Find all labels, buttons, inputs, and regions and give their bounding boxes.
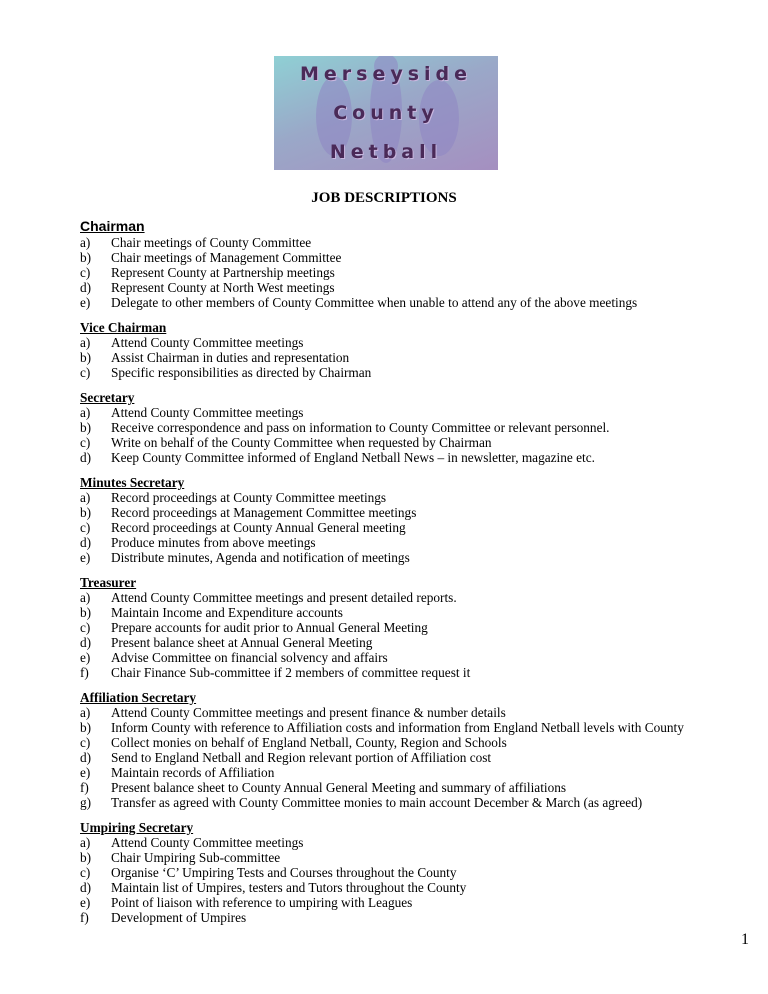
item-text: Development of Umpires xyxy=(111,910,247,925)
item-marker: d) xyxy=(80,750,92,765)
item-text: Chair meetings of County Committee xyxy=(111,235,312,250)
merseyside-county-netball-logo xyxy=(274,56,498,170)
item-text: Receive correspondence and pass on information to County Committee or relevant personnel. xyxy=(111,420,610,435)
item-text: Keep County Committee informed of England Netball News – in newsletter, magazine etc. xyxy=(111,450,595,465)
item-marker: a) xyxy=(80,335,91,350)
item-marker: a) xyxy=(80,705,91,720)
list-item xyxy=(80,250,720,265)
item-marker: e) xyxy=(80,295,91,310)
item-marker: d) xyxy=(80,280,92,295)
item-text: Attend County Committee meetings xyxy=(111,835,304,850)
section-heading: Vice Chairman xyxy=(80,320,167,335)
list-item xyxy=(80,795,720,810)
list-item xyxy=(80,520,720,535)
item-marker: d) xyxy=(80,450,92,465)
list-item xyxy=(80,620,720,635)
item-marker: c) xyxy=(80,265,91,280)
item-marker: g) xyxy=(80,795,92,810)
list-item xyxy=(80,880,720,895)
item-marker: b) xyxy=(80,350,92,365)
item-text: Produce minutes from above meetings xyxy=(111,535,316,550)
list-item xyxy=(80,365,720,380)
item-text: Advise Committee on financial solvency and affairs xyxy=(111,650,388,665)
list-item xyxy=(80,280,720,295)
list-item xyxy=(80,435,720,450)
list-item xyxy=(80,420,720,435)
list-item xyxy=(80,750,720,765)
logo-line-3: Netball xyxy=(329,141,443,163)
section-secretary xyxy=(80,390,720,465)
list-item xyxy=(80,780,720,795)
list-item xyxy=(80,865,720,880)
logo-line-1: Merseyside xyxy=(299,63,473,85)
item-text: Write on behalf of the County Committee when requested by Chairman xyxy=(111,435,492,450)
item-marker: b) xyxy=(80,605,92,620)
item-text: Specific responsibilities as directed by Chairman xyxy=(111,365,372,380)
list-item xyxy=(80,350,720,365)
job-descriptions-list xyxy=(80,218,720,925)
item-text: Transfer as agreed with County Committee monies to main account December & March (as agreed) xyxy=(111,795,643,810)
item-text: Prepare accounts for audit prior to Annual General Meeting xyxy=(111,620,428,635)
item-text: Attend County Committee meetings and present finance & number details xyxy=(111,705,506,720)
item-text: Record proceedings at County Committee meetings xyxy=(111,490,387,505)
item-marker: c) xyxy=(80,520,91,535)
section-vice-chairman xyxy=(80,320,720,380)
list-item xyxy=(80,910,720,925)
section-umpiring-secretary xyxy=(80,820,720,925)
item-text: Delegate to other members of County Committee when unable to attend any of the above meetings xyxy=(111,295,638,310)
item-marker: c) xyxy=(80,365,91,380)
item-marker: b) xyxy=(80,720,92,735)
item-marker: f) xyxy=(80,780,89,795)
section-heading: Minutes Secretary xyxy=(80,475,185,490)
item-marker: e) xyxy=(80,550,91,565)
item-marker: b) xyxy=(80,850,92,865)
item-marker: a) xyxy=(80,235,91,250)
item-text: Attend County Committee meetings and present detailed reports. xyxy=(111,590,457,605)
item-text: Present balance sheet at Annual General Meeting xyxy=(111,635,373,650)
item-marker: b) xyxy=(80,420,92,435)
list-item xyxy=(80,505,720,520)
list-item xyxy=(80,590,720,605)
list-item xyxy=(80,650,720,665)
item-text: Maintain list of Umpires, testers and Tutors throughout the County xyxy=(111,880,467,895)
list-item xyxy=(80,265,720,280)
item-text: Present balance sheet to County Annual General Meeting and summary of affiliations xyxy=(111,780,567,795)
item-text: Distribute minutes, Agenda and notification of meetings xyxy=(111,550,410,565)
item-text: Assist Chairman in duties and representation xyxy=(111,350,350,365)
item-marker: a) xyxy=(80,835,91,850)
item-marker: e) xyxy=(80,895,91,910)
item-marker: c) xyxy=(80,435,91,450)
item-marker: b) xyxy=(80,250,92,265)
page-title: JOB DESCRIPTIONS xyxy=(311,190,457,206)
section-heading: Treasurer xyxy=(80,575,137,590)
list-item xyxy=(80,635,720,650)
item-marker: d) xyxy=(80,635,92,650)
item-marker: a) xyxy=(80,490,91,505)
logo-line-2: County xyxy=(333,102,439,124)
section-heading: Chairman xyxy=(80,218,145,234)
item-text: Maintain records of Affiliation xyxy=(111,765,275,780)
page-number: 1 xyxy=(741,931,749,948)
item-marker: e) xyxy=(80,650,91,665)
item-marker: d) xyxy=(80,880,92,895)
item-marker: c) xyxy=(80,735,91,750)
item-marker: a) xyxy=(80,405,91,420)
list-item xyxy=(80,665,720,680)
section-heading: Secretary xyxy=(80,390,135,405)
list-item xyxy=(80,605,720,620)
section-chairman xyxy=(80,218,720,310)
item-text: Chair meetings of Management Committee xyxy=(111,250,342,265)
section-affiliation-secretary xyxy=(80,690,720,810)
list-item xyxy=(80,235,720,250)
section-treasurer xyxy=(80,575,720,680)
item-marker: a) xyxy=(80,590,91,605)
item-marker: f) xyxy=(80,910,89,925)
item-text: Attend County Committee meetings xyxy=(111,335,304,350)
item-text: Organise ‘C’ Umpiring Tests and Courses throughout the County xyxy=(111,865,457,880)
section-heading: Affiliation Secretary xyxy=(80,690,197,705)
list-item xyxy=(80,535,720,550)
item-marker: c) xyxy=(80,865,91,880)
list-item xyxy=(80,765,720,780)
list-item xyxy=(80,405,720,420)
list-item xyxy=(80,490,720,505)
item-text: Collect monies on behalf of England Netball, County, Region and Schools xyxy=(111,735,507,750)
list-item xyxy=(80,335,720,350)
section-heading: Umpiring Secretary xyxy=(80,820,194,835)
item-text: Represent County at Partnership meetings xyxy=(111,265,335,280)
list-item xyxy=(80,550,720,565)
item-text: Inform County with reference to Affiliation costs and information from England Netball levels with County xyxy=(111,720,684,735)
item-text: Point of liaison with reference to umpiring with Leagues xyxy=(111,895,413,910)
list-item xyxy=(80,705,720,720)
section-minutes-secretary xyxy=(80,475,720,565)
item-text: Attend County Committee meetings xyxy=(111,405,304,420)
item-text: Send to England Netball and Region relevant portion of Affiliation cost xyxy=(111,750,492,765)
item-text: Represent County at North West meetings xyxy=(111,280,335,295)
item-text: Maintain Income and Expenditure accounts xyxy=(111,605,343,620)
item-marker: e) xyxy=(80,765,91,780)
list-item xyxy=(80,895,720,910)
item-text: Chair Umpiring Sub-committee xyxy=(111,850,281,865)
list-item xyxy=(80,835,720,850)
list-item xyxy=(80,450,720,465)
item-marker: b) xyxy=(80,505,92,520)
item-marker: d) xyxy=(80,535,92,550)
item-marker: f) xyxy=(80,665,89,680)
item-text: Record proceedings at Management Committee meetings xyxy=(111,505,417,520)
list-item xyxy=(80,850,720,865)
list-item xyxy=(80,720,720,735)
list-item xyxy=(80,295,720,310)
list-item xyxy=(80,735,720,750)
item-marker: c) xyxy=(80,620,91,635)
item-text: Record proceedings at County Annual General meeting xyxy=(111,520,406,535)
item-text: Chair Finance Sub-committee if 2 members of committee request it xyxy=(111,665,471,680)
